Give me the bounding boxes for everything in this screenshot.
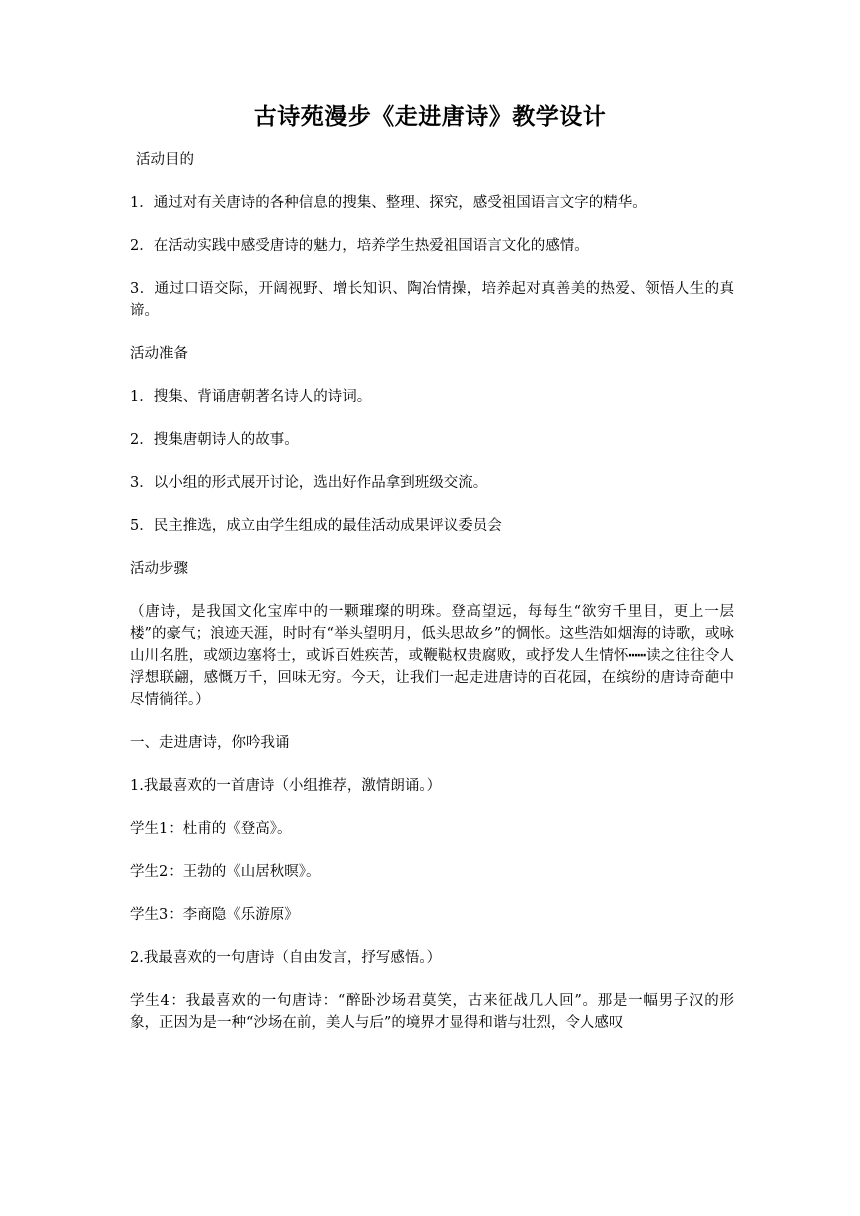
goal-item-2: 2．在活动实践中感受唐诗的魅力，培养学生热爱祖国语言文化的感情。 [130,238,589,254]
step-sub-1: 1.我最喜欢的一首唐诗（小组推荐，激情朗诵。） [130,778,442,794]
prep-item-2: 2．搜集唐朝诗人的故事。 [130,432,299,448]
goal-item-1: 1．通过对有关唐诗的各种信息的搜集、整理、探究，感受祖国语言文字的精华。 [130,195,647,211]
student-1-answer: 学生1：杜甫的《登高》。 [130,821,292,837]
section-heading-goals: 活动目的 [136,152,194,168]
step-heading-1: 一、走进唐诗，你吟我诵 [130,735,290,751]
document-title: 古诗苑漫步《走进唐诗》教学设计 [253,103,607,130]
student-4-answer: 学生4：我最喜欢的一句唐诗：“醉卧沙场君莫笑，古来征战几人回”。那是一幅男子汉的形象，正因为是一种“沙场在前，美人与后”的境界才显得和谐与壮烈，令人感叹 [130,993,734,1031]
prep-item-1: 1．搜集、背诵唐朝著名诗人的诗词。 [130,389,372,405]
section-heading-preparation: 活动准备 [130,346,188,362]
prep-item-5: 5．民主推选，成立由学生组成的最佳活动成果评议委员会 [130,518,502,534]
section-heading-steps: 活动步骤 [130,561,188,577]
intro-paragraph: （唐诗，是我国文化宝库中的一颗璀璨的明珠。登高望远，每每生“欲穷千里目，更上一层楼”的豪气；浪迹天涯，时时有“举头望明月，低头思故乡”的惆怅。这些浩如烟海的诗歌，或咏山川名胜，或颂边塞将士，或诉百姓疾苦，或鞭鞑权贵腐败，或抒发人生情怀┅┅读之往往令人浮想联翩，感慨万千，回味无穷。今天，让我们一起走进唐诗的百花园，在缤纷的唐诗奇葩中尽情徜徉。） [130,604,734,708]
prep-item-3: 3．以小组的形式展开讨论，选出好作品拿到班级交流。 [130,475,488,491]
document-body [130,149,734,1055]
student-3-answer: 学生3：李商隐《乐游原》 [130,907,299,923]
goal-item-3: 3．通过口语交际，开阔视野、增长知识、陶冶情操，培养起对真善美的热爱、领悟人生的真谛。 [130,281,734,319]
student-2-answer: 学生2：王勃的《山居秋暝》。 [130,864,321,880]
step-sub-2: 2.我最喜欢的一句唐诗（自由发言，抒写感悟。） [130,950,442,966]
